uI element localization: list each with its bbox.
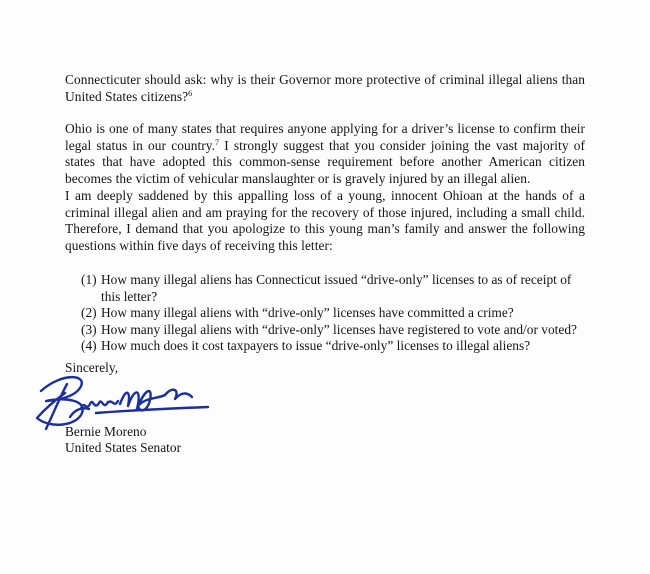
question-item [81,322,586,339]
paragraph-demand: I am deeply saddened by this appalling loss of a young, innocent Ohioan at the hands of a criminal illegal alien and am praying for the recovery of those injured, including a small child. Therefore, I demand that you apologize to this young man’s family and answer the following questions within five days of receiving this letter: [65,188,585,253]
question-text: How many illegal aliens with “drive-only” licenses have committed a crime? [101,305,514,320]
paragraph-ohio-requirement: Ohio is one of many states that requires anyone applying for a driver’s license to confirm their legal status in our country.$^7$ I strongly suggest that you consider joining the vast majority of states that have adopted this common-sense requirement before another American citizen becomes the victim of vehicular manslaughter or is gravely injured by an illegal alien. [65,121,585,186]
footnote-7: 7 [215,137,220,147]
question-number: (3) [81,321,97,337]
handwritten-signature [32,366,217,441]
question-number: (4) [81,338,97,353]
question-item [81,272,586,305]
closing-salutation: Sincerely, [65,360,119,375]
footnote-6: 6 [188,88,193,98]
question-number: (2) [81,305,97,320]
question-number: (1) [81,272,97,287]
question-text: How many illegal aliens with “drive-only” licenses have registered to vote and/or voted? [101,321,577,337]
signer-title: United States Senator [65,440,182,455]
questions-list [81,272,586,355]
paragraph-governor-question: Connecticuter should ask: why is their Governor more protective of criminal illegal aliens than United States citizens?$^6$ [65,72,585,104]
question-item [81,305,586,322]
question-item [81,338,586,355]
question-text: How much does it cost taxpayers to issue “drive-only” licenses to illegal aliens? [101,338,531,353]
question-text: How many illegal aliens has Connecticut issued “drive-only” licenses to as of receipt of this letter? [101,272,572,304]
signer-name: Bernie Moreno [65,424,147,439]
